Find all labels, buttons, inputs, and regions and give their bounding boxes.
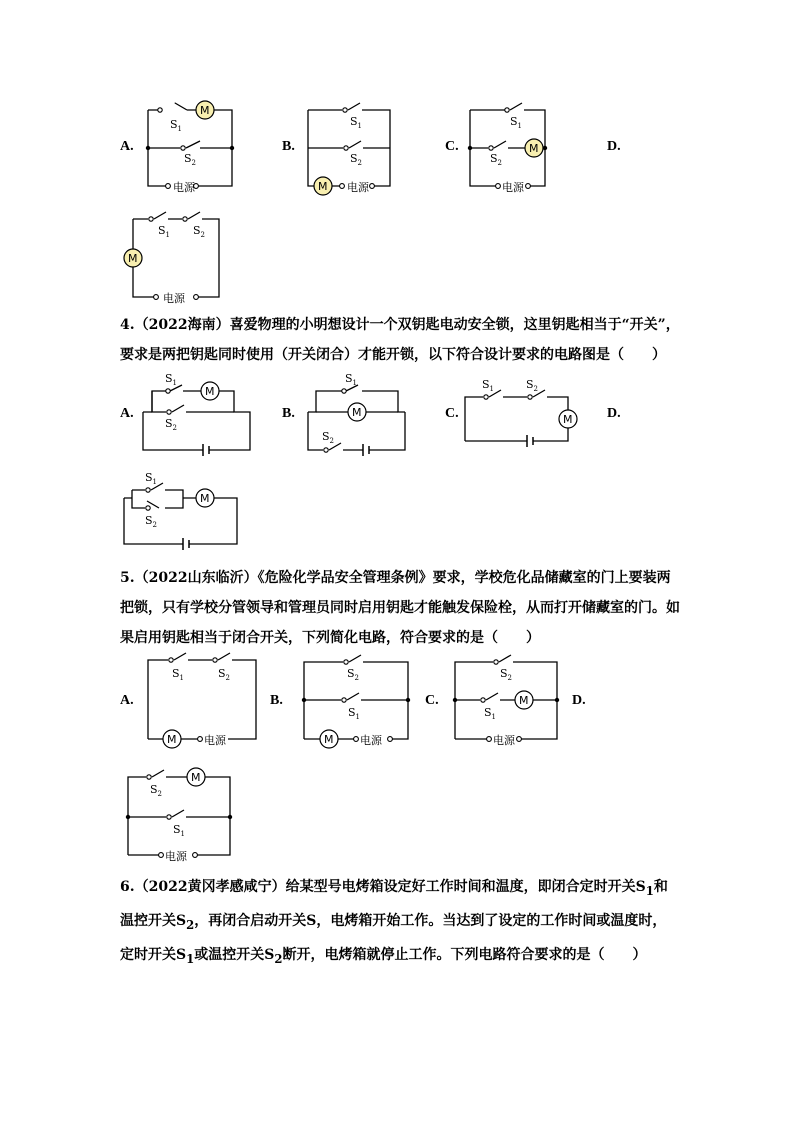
q5-option-b-label: B. [270, 693, 283, 708]
q5-option-d-label: D. [572, 693, 586, 708]
q4-option-b-label: B. [282, 406, 295, 421]
q5d-s1-label: $S_1$ [173, 823, 186, 838]
q3a-power-label: 电源 [173, 181, 195, 194]
q5d-power-label: 电源 [165, 850, 187, 863]
q5-body: 《危险化学品安全管理条例》要求，学校危化品储藏室的门上要装两把锁，只有学校分管领导和管理员同时启用钥匙才能触发保险栓，从而打开储藏室的门。如果启用钥匙相当于闭合开关，下列简化电路，符合要求的是（ ） [120, 570, 680, 646]
q3b-motor-label: M [318, 180, 328, 193]
q3d-s1-label: $S_1$ [158, 224, 171, 239]
q6-source: （2022黄冈孝感咸宁） [134, 879, 286, 895]
q4a-motor-label: M [205, 385, 215, 398]
q5-number: 5. [120, 570, 135, 586]
q5a-s2-label: $S_2$ [218, 667, 231, 682]
q5b-s2-label: $S_2$ [347, 667, 360, 682]
q5d-motor-label: M [191, 771, 201, 784]
q4-option-d-label: D. [607, 406, 621, 421]
q6-sub-1: 1 [645, 883, 654, 898]
q5-source: （2022山东临沂） [134, 570, 258, 586]
q3b-s1-label: $S_1$ [350, 115, 363, 130]
q6-body-3: ，再闭合启动开关S，电烤箱开始工作。当达到了设定的工作时间或温度时，定时开关S [120, 912, 667, 963]
q4b-s1-label: $S_1$ [345, 372, 358, 387]
q5c-s2-label: $S_2$ [500, 667, 513, 682]
q4-option-a-label: A. [120, 406, 134, 421]
q4d-s2-label: $S_2$ [145, 514, 158, 529]
q3-option-a-label: A. [120, 139, 134, 154]
q4b-motor-label: M [352, 406, 362, 419]
q5d-s2-label: $S_2$ [150, 783, 163, 798]
q5b-motor-label: M [324, 733, 334, 746]
q6-body-2: 和温控开关S [120, 879, 668, 929]
q3c-power-label: 电源 [502, 181, 524, 194]
q5c-s1-label: $S_1$ [484, 706, 497, 721]
q5a-power-label: 电源 [204, 734, 226, 747]
q3c-s2-label: $S_2$ [490, 152, 503, 167]
q3c-motor-label: M [529, 142, 539, 155]
q6-body-1: 给某型号电烤箱设定好工作时间和温度，即闭合定时开关S [285, 879, 646, 895]
q4-source: （2022海南） [134, 317, 230, 333]
q5a-s1-label: $S_1$ [172, 667, 185, 682]
q4-option-c-label: C. [445, 406, 459, 421]
q3b-power-label: 电源 [347, 181, 369, 194]
q3a-s2-label: $S_2$ [184, 152, 197, 167]
q6-sub-3: 1 [186, 951, 195, 966]
q4d-s1-label: $S_1$ [145, 471, 158, 486]
q4-number: 4. [120, 317, 135, 333]
q5-option-c-label: C. [425, 693, 439, 708]
q4d-motor-label: M [200, 492, 210, 505]
q5-option-a-label: A. [120, 693, 134, 708]
q4-body: 喜爱物理的小明想设计一个双钥匙电动安全锁，这里钥匙相当于“开关”，要求是两把钥匙同时使用（开关闭合）才能开锁，以下符合设计要求的电路图是（ ） [120, 317, 680, 363]
q6-question-text [120, 872, 680, 973]
q3a-s1-label: $S_1$ [170, 118, 183, 133]
q6-number: 6. [120, 879, 135, 895]
q3a-motor-label: M [200, 104, 210, 117]
q3-option-b-label: B. [282, 139, 295, 154]
q6-body-4: 或温控开关S [194, 946, 275, 963]
q5c-power-label: 电源 [493, 734, 515, 747]
q6-sub-2: 2 [186, 917, 195, 932]
q5c-motor-label: M [519, 694, 529, 707]
q3b-s2-label: $S_2$ [350, 152, 363, 167]
q4c-s2-label: $S_2$ [526, 378, 539, 393]
q6-sub-4: 2 [274, 951, 283, 966]
q4a-s1-label: $S_1$ [165, 372, 178, 387]
q3d-s2-label: $S_2$ [193, 224, 206, 239]
q4a-s2-label: $S_2$ [165, 417, 178, 432]
q3-option-d-label: D. [607, 139, 621, 154]
q3c-s1-label: $S_1$ [510, 115, 523, 130]
q3d-power-label: 电源 [163, 292, 185, 305]
q5b-s1-label: $S_1$ [348, 706, 361, 721]
q3-option-c-label: C. [445, 139, 459, 154]
q5b-power-label: 电源 [360, 734, 382, 747]
q4b-s2-label: $S_2$ [322, 430, 335, 445]
q6-body-5: 断开，电烤箱就停止工作。下列电路符合要求的是（ ） [282, 946, 647, 963]
q4c-s1-label: $S_1$ [482, 378, 495, 393]
q5a-motor-label: M [167, 733, 177, 746]
q4c-motor-label: M [563, 413, 573, 426]
q3d-motor-label: M [128, 252, 138, 265]
